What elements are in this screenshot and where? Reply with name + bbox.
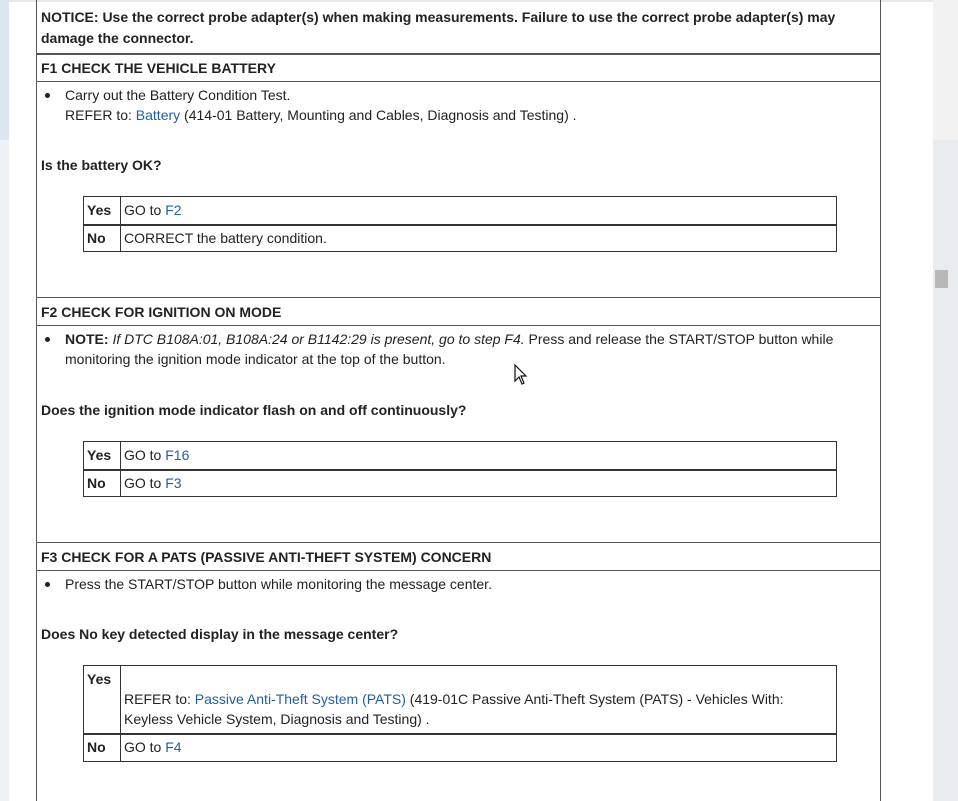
- answer-cell: [121, 197, 837, 225]
- answer-key: Yes: [84, 442, 121, 470]
- answer-text: GO to: [124, 447, 166, 463]
- answer-text: GO to: [124, 739, 166, 755]
- answer-text: (419-01C Passive Anti-Theft System (PATS) - Vehicles With: Keyless Vehicle System, Diagnosis and Testing) .: [124, 691, 784, 727]
- answer-cell: [121, 225, 837, 252]
- notice-banner: [37, 7, 880, 55]
- step-title: F2 CHECK FOR IGNITION ON MODE: [41, 304, 282, 320]
- table-row: [84, 734, 837, 761]
- list-item: [65, 85, 855, 125]
- list-item: [65, 574, 855, 594]
- answer-cell: [121, 442, 837, 470]
- table-row: [84, 442, 837, 470]
- answer-text: GO to: [124, 474, 166, 491]
- answer-cell: [121, 666, 837, 735]
- vertical-scrollbar[interactable]: [933, 0, 958, 801]
- answer-key: No: [84, 225, 121, 252]
- left-side-panel: [0, 0, 9, 801]
- refer-line: [65, 105, 855, 125]
- answer-cell: [121, 734, 837, 761]
- refer-suffix: (414-01 Battery, Mounting and Cables, Diagnosis and Testing) .: [180, 107, 577, 123]
- refer-prefix: REFER to:: [124, 691, 195, 707]
- step-header-f3: [37, 542, 880, 571]
- question-text: Does the ignition mode indicator flash on and off continuously?: [41, 402, 467, 418]
- answer-key: Yes: [84, 666, 121, 735]
- answer-table: [83, 665, 837, 762]
- go-to-link[interactable]: F2: [165, 202, 182, 218]
- table-row: [84, 666, 837, 735]
- table-row: [84, 225, 837, 252]
- go-to-link[interactable]: F16: [165, 447, 190, 463]
- answer-text: CORRECT the battery condition.: [124, 229, 327, 246]
- answer-key: No: [84, 470, 121, 497]
- step-title: F1 CHECK THE VEHICLE BATTERY: [41, 60, 276, 76]
- list-item: [65, 329, 855, 369]
- answer-cell: [121, 470, 837, 497]
- note-italic-text: If DTC B108A:01, B108A:24 or B1142:29 is present, go to step F4.: [108, 331, 525, 347]
- scrollbar-thumb[interactable]: [935, 270, 948, 288]
- step-header-f2: [37, 297, 880, 326]
- bullet-icon: [45, 337, 50, 342]
- step-header-f1: [37, 53, 880, 82]
- answer-key: No: [84, 734, 121, 761]
- pats-link[interactable]: Passive Anti-Theft System (PATS): [194, 691, 406, 707]
- refer-prefix: REFER to:: [65, 107, 136, 123]
- note-label: NOTE:: [65, 331, 109, 347]
- bullet-icon: [45, 93, 50, 98]
- battery-link[interactable]: Battery: [135, 107, 181, 123]
- question-text: Is the battery OK?: [41, 157, 162, 173]
- scrollbar-track[interactable]: [933, 140, 958, 801]
- answer-table: [83, 441, 837, 497]
- table-row: [84, 470, 837, 497]
- answer-text: GO to: [124, 202, 166, 218]
- mouse-cursor-icon: [514, 364, 528, 386]
- bullet-icon: [45, 582, 50, 587]
- table-row: [84, 197, 837, 225]
- step-title: F3 CHECK FOR A PATS (PASSIVE ANTI-THEFT SYSTEM) CONCERN: [41, 549, 492, 565]
- instruction-text: Press the START/STOP button while monitoring the message center.: [65, 576, 492, 592]
- go-to-link[interactable]: F3: [165, 474, 182, 491]
- answer-table: [83, 196, 837, 252]
- answer-key: Yes: [84, 197, 121, 225]
- question-text: Does No key detected display in the message center?: [41, 626, 399, 642]
- document-content: [36, 0, 881, 801]
- instruction-text: Press and release the START/STOP button while monitoring the ignition mode indicator at the top of the button.: [65, 331, 834, 367]
- go-to-link[interactable]: F4: [165, 739, 182, 755]
- notice-text: NOTICE: Use the correct probe adapter(s) when making measurements. Failure to use the correct probe adapter(s) may damage the connector.: [41, 9, 836, 46]
- instruction-text: Carry out the Battery Condition Test.: [65, 87, 291, 103]
